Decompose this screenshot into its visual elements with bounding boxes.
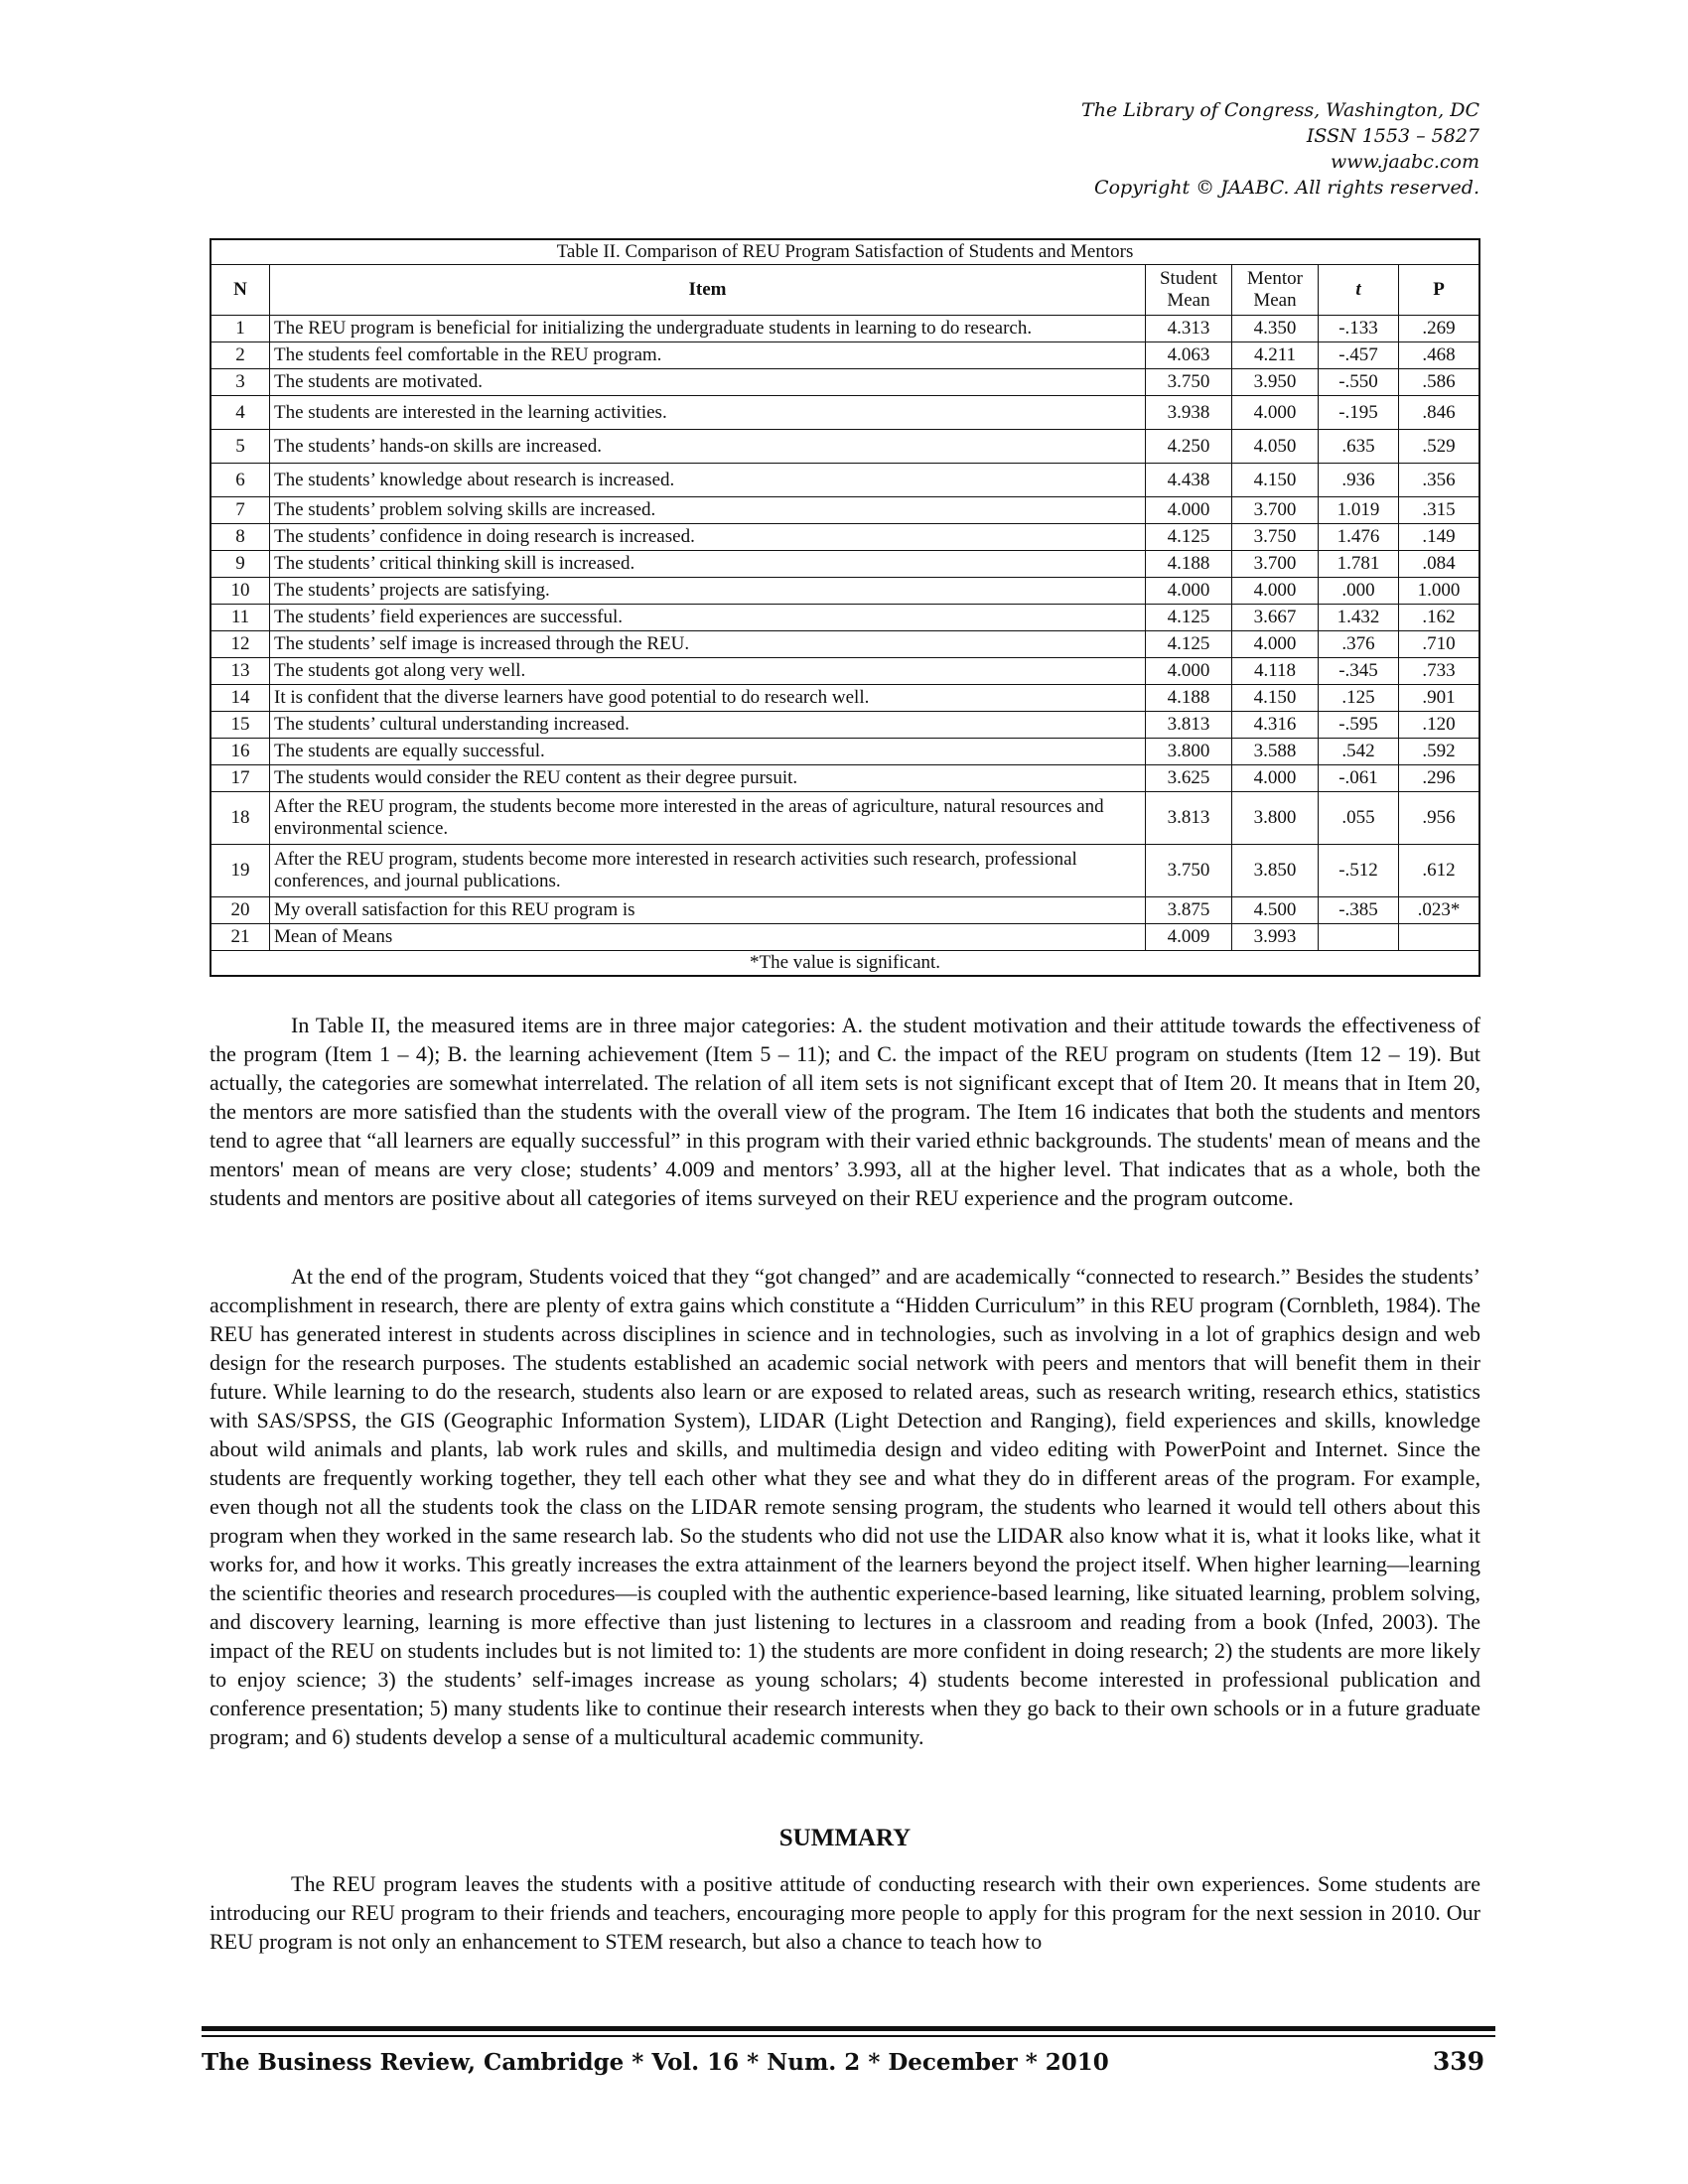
row-mentor-mean: 3.700 [1232, 551, 1319, 578]
footer-journal: The Business Review, Cambridge * Vol. 16 * Num. 2 * December * 2010 [202, 2049, 1109, 2076]
row-mentor-mean: 4.500 [1232, 897, 1319, 924]
row-mentor-mean: 4.000 [1232, 631, 1319, 658]
row-item: The students’ critical thinking skill is increased. [270, 551, 1146, 578]
row-student-mean: 4.063 [1146, 342, 1232, 369]
header-library: The Library of Congress, Washington, DC [1081, 99, 1479, 121]
table-row [211, 605, 1479, 631]
row-student-mean: 4.188 [1146, 685, 1232, 712]
row-student-mean: 4.438 [1146, 464, 1232, 497]
row-t-value: -.595 [1319, 712, 1399, 739]
row-p-value: .149 [1399, 524, 1480, 551]
row-p-value: .733 [1399, 658, 1480, 685]
body-paragraph-3: The REU program leaves the students with a positive attitude of conducting research with their own experiences. Some students are introducing our REU program to their friends and teachers, encouraging more people to apply for this program for the next session in 2010. Our REU program is not only an enhancement to STEM research, but also a chance to teach how to [210, 1871, 1480, 1954]
table-row [211, 464, 1479, 497]
header-issn: ISSN 1553 – 5827 [1306, 125, 1479, 147]
row-number: 14 [211, 685, 270, 712]
row-item: The students are equally successful. [270, 739, 1146, 765]
row-item: My overall satisfaction for this REU program is [270, 897, 1146, 924]
row-number: 6 [211, 464, 270, 497]
row-number: 13 [211, 658, 270, 685]
row-mentor-mean: 4.350 [1232, 316, 1319, 342]
row-t-value: -.133 [1319, 316, 1399, 342]
row-student-mean: 3.938 [1146, 396, 1232, 430]
row-t-value: .542 [1319, 739, 1399, 765]
row-student-mean: 4.000 [1146, 578, 1232, 605]
table-body [211, 316, 1479, 951]
row-number: 11 [211, 605, 270, 631]
row-number: 3 [211, 369, 270, 396]
row-t-value: .376 [1319, 631, 1399, 658]
table-row [211, 739, 1479, 765]
page-header [1081, 97, 1479, 201]
table-row [211, 658, 1479, 685]
row-student-mean: 3.813 [1146, 712, 1232, 739]
row-mentor-mean: 4.150 [1232, 464, 1319, 497]
row-p-value: .529 [1399, 430, 1480, 464]
row-mentor-mean: 4.000 [1232, 765, 1319, 792]
header-copyright: Copyright © JAABC. All rights reserved. [1094, 177, 1479, 199]
row-item: The students’ cultural understanding increased. [270, 712, 1146, 739]
row-item: The students’ projects are satisfying. [270, 578, 1146, 605]
row-item: The REU program is beneficial for initializing the undergraduate students in learning to do research. [270, 316, 1146, 342]
footer-rule-thick [202, 2026, 1495, 2031]
row-student-mean: 3.625 [1146, 765, 1232, 792]
row-student-mean: 4.313 [1146, 316, 1232, 342]
col-header-p: P [1399, 265, 1480, 316]
row-student-mean: 4.125 [1146, 631, 1232, 658]
row-student-mean: 3.800 [1146, 739, 1232, 765]
row-item: The students’ field experiences are successful. [270, 605, 1146, 631]
col-header-student-mean: Student Mean [1146, 265, 1232, 316]
row-number: 17 [211, 765, 270, 792]
row-p-value: .023* [1399, 897, 1480, 924]
row-t-value: -.345 [1319, 658, 1399, 685]
row-item: After the REU program, the students become more interested in the areas of agriculture, natural resources and environmental science. [270, 792, 1146, 845]
row-number: 16 [211, 739, 270, 765]
row-t-value: -.512 [1319, 845, 1399, 897]
row-p-value: .901 [1399, 685, 1480, 712]
row-p-value: .315 [1399, 497, 1480, 524]
table-row [211, 765, 1479, 792]
row-t-value: 1.019 [1319, 497, 1399, 524]
row-number: 4 [211, 396, 270, 430]
row-number: 1 [211, 316, 270, 342]
row-mentor-mean: 4.150 [1232, 685, 1319, 712]
footer-rule-thin [202, 2035, 1495, 2037]
table-note: *The value is significant. [211, 951, 1479, 977]
row-number: 19 [211, 845, 270, 897]
row-t-value: .000 [1319, 578, 1399, 605]
table-row [211, 578, 1479, 605]
row-mentor-mean: 3.993 [1232, 924, 1319, 951]
row-number: 12 [211, 631, 270, 658]
row-t-value [1319, 924, 1399, 951]
row-student-mean: 4.000 [1146, 658, 1232, 685]
row-student-mean: 4.009 [1146, 924, 1232, 951]
row-t-value: -.550 [1319, 369, 1399, 396]
table-row [211, 396, 1479, 430]
col-header-t: t [1319, 265, 1399, 316]
table-row [211, 369, 1479, 396]
row-number: 15 [211, 712, 270, 739]
table-row [211, 342, 1479, 369]
row-t-value: .125 [1319, 685, 1399, 712]
row-mentor-mean: 4.000 [1232, 396, 1319, 430]
row-mentor-mean: 3.800 [1232, 792, 1319, 845]
row-student-mean: 3.750 [1146, 369, 1232, 396]
table-caption: Table II. Comparison of REU Program Satisfaction of Students and Mentors [211, 239, 1479, 265]
row-item: It is confident that the diverse learners have good potential to do research well. [270, 685, 1146, 712]
row-item: The students’ confidence in doing research is increased. [270, 524, 1146, 551]
row-mentor-mean: 3.700 [1232, 497, 1319, 524]
row-item: The students would consider the REU content as their degree pursuit. [270, 765, 1146, 792]
table-row [211, 845, 1479, 897]
row-t-value: -.385 [1319, 897, 1399, 924]
row-item: The students’ problem solving skills are increased. [270, 497, 1146, 524]
row-number: 2 [211, 342, 270, 369]
row-mentor-mean: 4.000 [1232, 578, 1319, 605]
row-p-value: .592 [1399, 739, 1480, 765]
table-row [211, 897, 1479, 924]
row-p-value: .612 [1399, 845, 1480, 897]
table-row [211, 924, 1479, 951]
col-header-n: N [211, 265, 270, 316]
row-item: The students’ hands-on skills are increased. [270, 430, 1146, 464]
row-t-value: 1.476 [1319, 524, 1399, 551]
row-mentor-mean: 4.211 [1232, 342, 1319, 369]
row-p-value: .269 [1399, 316, 1480, 342]
row-p-value: .162 [1399, 605, 1480, 631]
row-item: The students are interested in the learning activities. [270, 396, 1146, 430]
table-row [211, 631, 1479, 658]
row-p-value: .956 [1399, 792, 1480, 845]
row-number: 21 [211, 924, 270, 951]
row-number: 5 [211, 430, 270, 464]
row-student-mean: 3.750 [1146, 845, 1232, 897]
header-website: www.jaabc.com [1330, 151, 1479, 173]
row-t-value: 1.781 [1319, 551, 1399, 578]
row-student-mean: 4.188 [1146, 551, 1232, 578]
row-p-value: .846 [1399, 396, 1480, 430]
row-p-value: .356 [1399, 464, 1480, 497]
row-p-value: .710 [1399, 631, 1480, 658]
row-t-value: .635 [1319, 430, 1399, 464]
table-row [211, 430, 1479, 464]
table-row [211, 712, 1479, 739]
row-item: After the REU program, students become more interested in research activities such research, professional conferences, and journal publications. [270, 845, 1146, 897]
row-p-value: 1.000 [1399, 578, 1480, 605]
row-t-value: .936 [1319, 464, 1399, 497]
table-row [211, 316, 1479, 342]
table-row [211, 792, 1479, 845]
row-item: The students’ self image is increased through the REU. [270, 631, 1146, 658]
row-item: Mean of Means [270, 924, 1146, 951]
row-p-value: .586 [1399, 369, 1480, 396]
col-header-item: Item [270, 265, 1146, 316]
table-row [211, 551, 1479, 578]
table-row [211, 685, 1479, 712]
row-mentor-mean: 4.050 [1232, 430, 1319, 464]
row-t-value: .055 [1319, 792, 1399, 845]
section-heading-summary: SUMMARY [778, 1825, 912, 1851]
row-number: 18 [211, 792, 270, 845]
row-t-value: 1.432 [1319, 605, 1399, 631]
row-mentor-mean: 3.850 [1232, 845, 1319, 897]
row-p-value [1399, 924, 1480, 951]
row-item: The students feel comfortable in the REU program. [270, 342, 1146, 369]
row-p-value: .468 [1399, 342, 1480, 369]
row-p-value: .084 [1399, 551, 1480, 578]
row-item: The students got along very well. [270, 658, 1146, 685]
row-number: 7 [211, 497, 270, 524]
row-t-value: -.061 [1319, 765, 1399, 792]
row-student-mean: 4.000 [1146, 497, 1232, 524]
row-p-value: .120 [1399, 712, 1480, 739]
row-student-mean: 3.875 [1146, 897, 1232, 924]
table-row [211, 497, 1479, 524]
row-item: The students are motivated. [270, 369, 1146, 396]
row-item: The students’ knowledge about research is increased. [270, 464, 1146, 497]
row-student-mean: 4.125 [1146, 524, 1232, 551]
row-t-value: -.195 [1319, 396, 1399, 430]
row-mentor-mean: 4.316 [1232, 712, 1319, 739]
row-mentor-mean: 3.588 [1232, 739, 1319, 765]
table-row [211, 524, 1479, 551]
row-mentor-mean: 4.118 [1232, 658, 1319, 685]
row-number: 8 [211, 524, 270, 551]
row-p-value: .296 [1399, 765, 1480, 792]
row-number: 10 [211, 578, 270, 605]
body-paragraph-2: At the end of the program, Students voiced that they “got changed” and are academically “connected to research.” Besides the students’ accomplishment in research, there are plenty of extra gains which constitute a “Hidden Curriculum” in this REU program (Cornbleth, 1984). The REU has generated interest in students across disciplines in science and in technologies, such as involving in a lot of graphics design and web design for the research purposes. The students established an academic social network with peers and mentors that will benefit them in their future. While learning to do the research, students also learn or are exposed to related areas, such as research writing, research ethics, statistics with SAS/SPSS, the GIS (Geographic Information System), LIDAR (Light Detection and Ranging), field experiences and skills, knowledge about wild animals and plants, lab work rules and skills, and multimedia design and video editing with PowerPoint and Internet. Since the students are frequently working together, they tell each other what they see and what they do in different areas of the program. For example, even though not all the students took the class on the LIDAR remote sensing program, the students who learned it would tell others about this program when they worked in the same research lab. So the students who did not use the LIDAR also know what it is, what it looks like, what it works for, and how it works. This greatly increases the extra attainment of the learners beyond the project itself. When higher learning—learning the scientific theories and research procedures—is coupled with the authentic experience-based learning, like situated learning, problem solving, and discovery learning, learning is more effective than just listening to lectures in a classroom and reading from a book (Infed, 2003). The impact of the REU on students includes but is not limited to: 1) the students are more confident in doing research; 2) the students are more likely to enjoy science; 3) the students’ self-images increase as young scholars; 4) students become interested in professional publication and conference presentation; 5) many students like to continue their research interests when they go back to their own schools or in a future graduate program; and 6) students develop a sense of a multicultural academic community. [210, 1264, 1480, 1749]
row-number: 9 [211, 551, 270, 578]
row-mentor-mean: 3.667 [1232, 605, 1319, 631]
comparison-table [210, 238, 1480, 977]
row-student-mean: 3.813 [1146, 792, 1232, 845]
row-mentor-mean: 3.750 [1232, 524, 1319, 551]
page-number: 339 [1432, 2047, 1484, 2076]
row-mentor-mean: 3.950 [1232, 369, 1319, 396]
body-paragraph-1: In Table II, the measured items are in three major categories: A. the student motivation and their attitude towards the effectiveness of the program (Item 1 – 4); B. the learning achievement (Item 5 – 11); and C. the impact of the REU program on students (Item 12 – 19). But actually, the categories are somewhat interrelated. The relation of all item sets is not significant except that of Item 20. It means that in Item 20, the mentors are more satisfied than the students with the overall view of the program. The Item 16 indicates that both the students and mentors tend to agree that “all learners are equally successful” in this program with their varied ethnic backgrounds. The students' mean of means and the mentors' mean of means are very close; students’ 4.009 and mentors’ 3.993, all at the higher level. That indicates that as a whole, both the students and mentors are positive about all categories of items surveyed on their REU experience and the program outcome. [210, 1013, 1480, 1210]
row-t-value: -.457 [1319, 342, 1399, 369]
row-student-mean: 4.250 [1146, 430, 1232, 464]
row-number: 20 [211, 897, 270, 924]
col-header-mentor-mean: Mentor Mean [1232, 265, 1319, 316]
row-student-mean: 4.125 [1146, 605, 1232, 631]
